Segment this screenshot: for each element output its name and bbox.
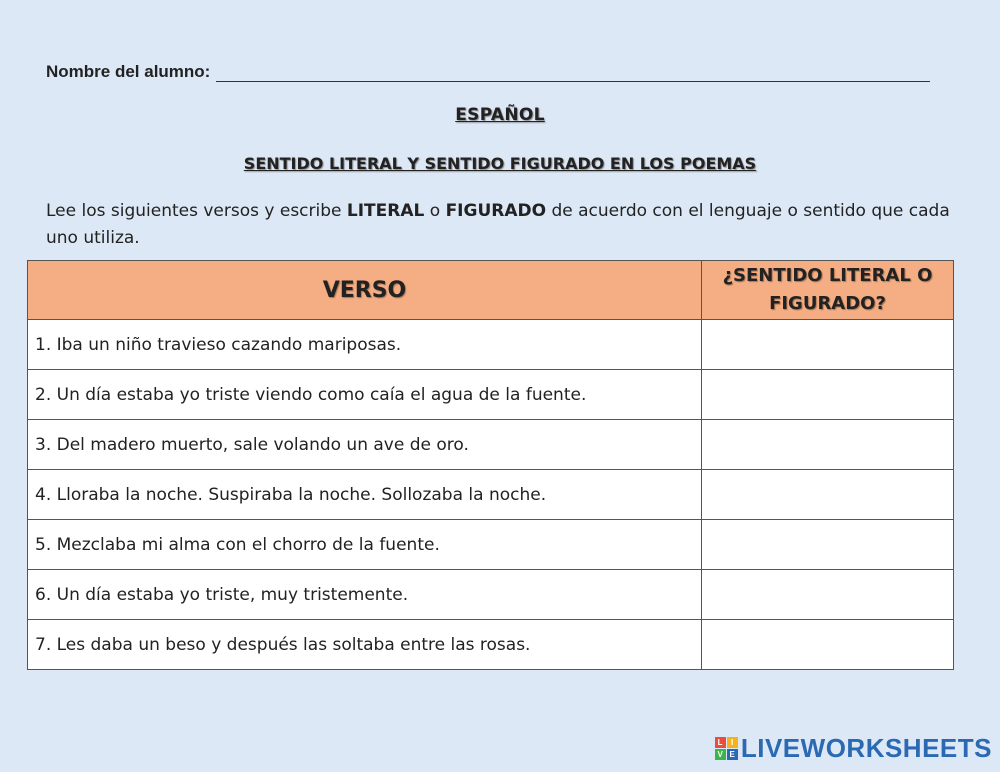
logo-text: LIVEWORKSHEETS — [740, 733, 992, 763]
liveworksheets-logo — [715, 733, 992, 764]
verse-cell: 7. Les daba un beso y después las soltaba entre las rosas. — [28, 620, 702, 670]
student-name-field — [46, 62, 930, 82]
answer-field[interactable] — [702, 620, 954, 670]
verse-cell: 2. Un día estaba yo triste viendo como caía el agua de la fuente. — [28, 370, 702, 420]
answer-field[interactable] — [702, 520, 954, 570]
logo-mark-letter: V — [715, 749, 726, 760]
table-row — [28, 370, 954, 420]
instructions-figurado: FIGURADO — [445, 201, 547, 221]
instructions-text-1: Lee los siguientes versos y escribe — [46, 201, 347, 221]
logo-mark-letter: L — [715, 737, 726, 748]
table-row — [28, 470, 954, 520]
instructions-literal: LITERAL — [346, 201, 425, 221]
verse-cell: 6. Un día estaba yo triste, muy tristemente. — [28, 570, 702, 620]
logo-mark-icon — [715, 737, 738, 760]
answer-field[interactable] — [702, 570, 954, 620]
answer-field[interactable] — [702, 470, 954, 520]
logo-mark-letter: E — [727, 749, 738, 760]
verse-cell: 3. Del madero muerto, sale volando un ave de oro. — [28, 420, 702, 470]
instructions-text-3: de acuerdo con el lenguaje o sentido que cada uno utiliza. — [46, 201, 950, 248]
verse-cell: 5. Mezclaba mi alma con el chorro de la fuente. — [28, 520, 702, 570]
header-verso: VERSO — [28, 261, 702, 320]
verses-table — [27, 260, 954, 670]
instructions — [46, 198, 961, 252]
answer-field[interactable] — [702, 420, 954, 470]
table-row — [28, 520, 954, 570]
table-row — [28, 620, 954, 670]
verse-cell: 4. Lloraba la noche. Suspiraba la noche. Sollozaba la noche. — [28, 470, 702, 520]
subject-heading: ESPAÑOL — [455, 105, 545, 125]
table-row — [28, 420, 954, 470]
header-sentido: ¿SENTIDO LITERAL O FIGURADO? — [702, 261, 954, 320]
worksheet-title: SENTIDO LITERAL Y SENTIDO FIGURADO EN LOS POEMAS — [243, 154, 757, 173]
instructions-text-2: o — [424, 201, 446, 221]
table-row — [28, 320, 954, 370]
answer-field[interactable] — [702, 370, 954, 420]
student-name-label: Nombre del alumno: — [46, 62, 211, 81]
verse-cell: 1. Iba un niño travieso cazando mariposas. — [28, 320, 702, 370]
answer-field[interactable] — [702, 320, 954, 370]
logo-mark-letter: I — [727, 737, 738, 748]
table-row — [28, 570, 954, 620]
table-header-row — [28, 261, 954, 320]
student-name-blank — [216, 63, 930, 82]
